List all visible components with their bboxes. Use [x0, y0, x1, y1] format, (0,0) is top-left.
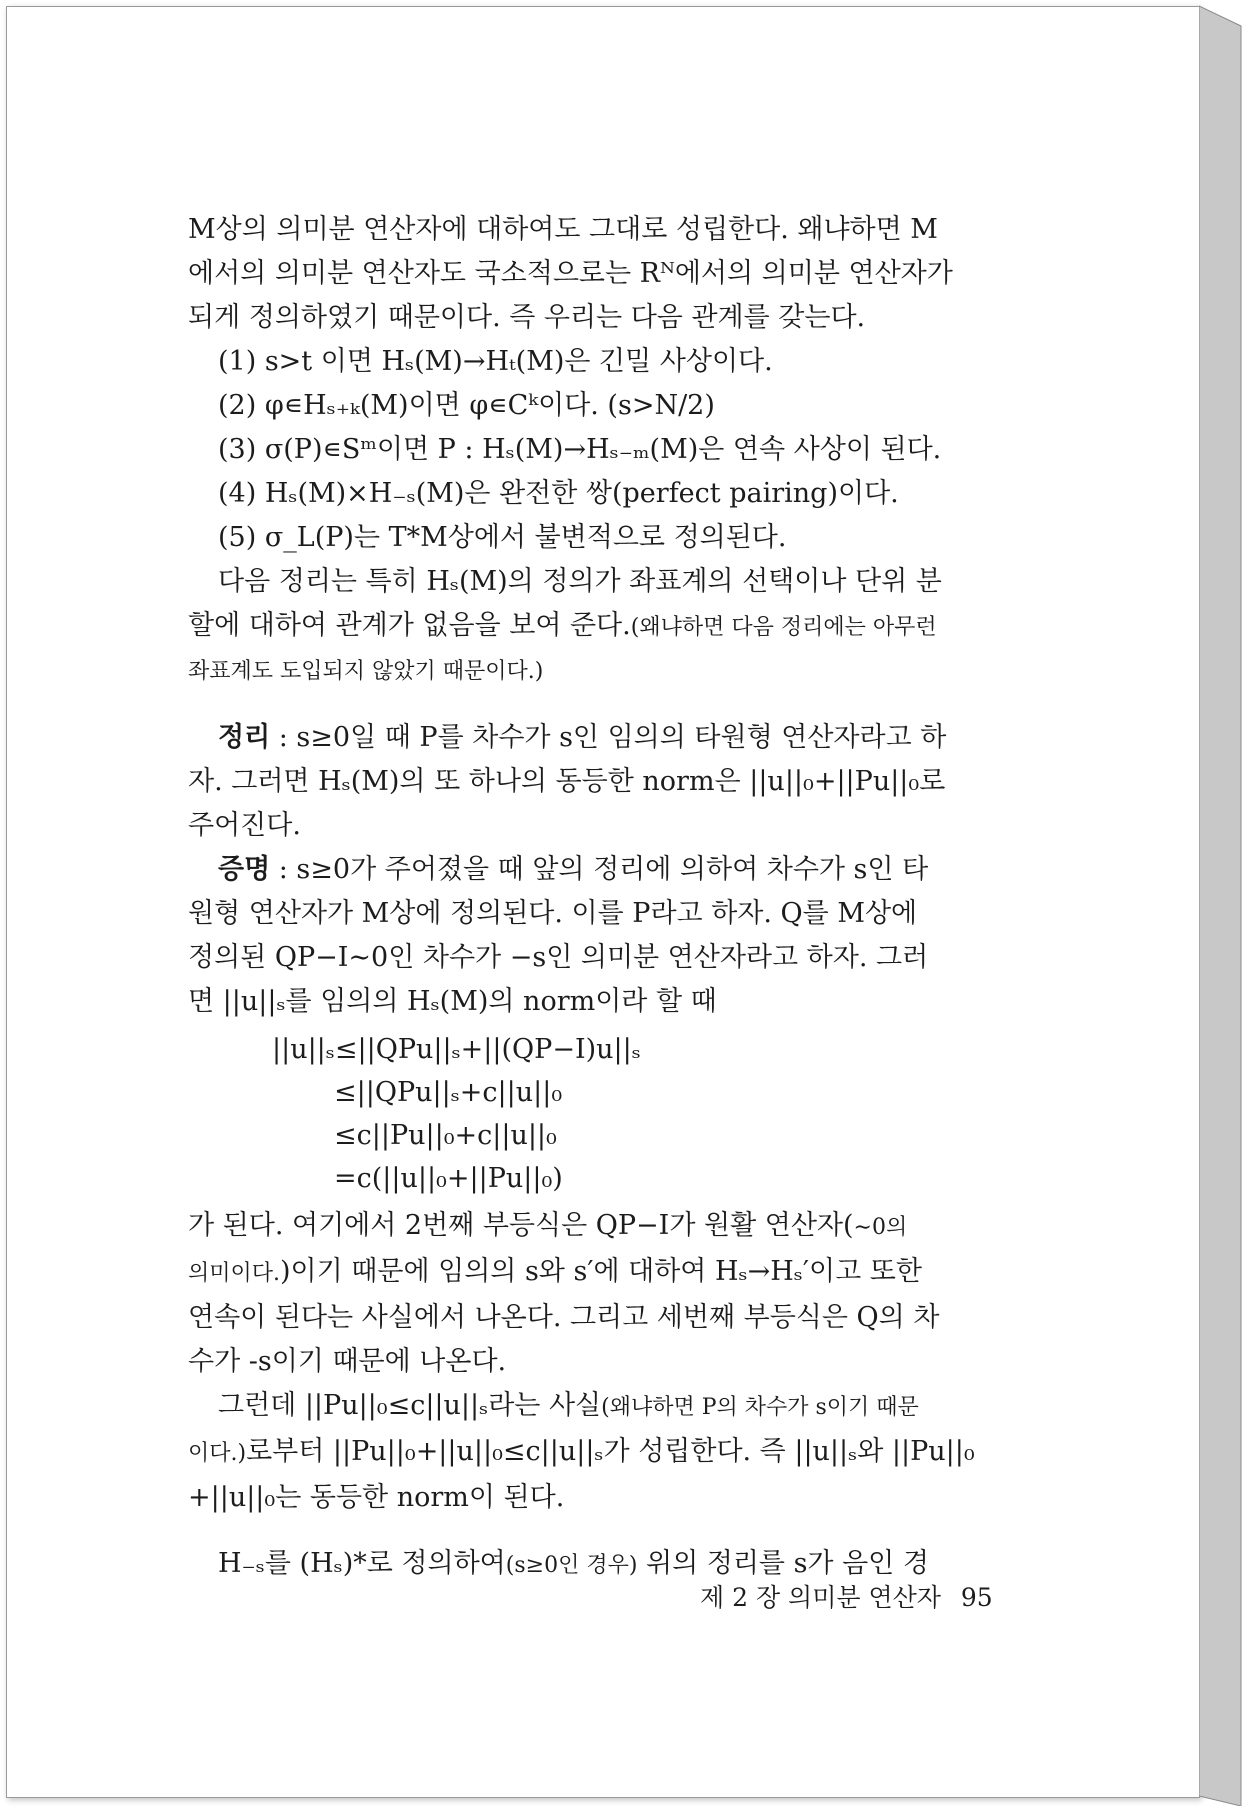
- formula-line: =c(||u||₀+||Pu||₀): [334, 1163, 563, 1194]
- theorem-line: 자. 그러면 Hₛ(M)의 또 하나의 동등한 norm은 ||u||₀+||Pu||₀로: [188, 766, 946, 797]
- proof-label: 증명: [218, 854, 271, 885]
- page-number: 95: [960, 1583, 993, 1612]
- theorem-label: 정리: [218, 722, 271, 753]
- paragraph-line: 연속이 된다는 사실에서 나온다. 그리고 세번째 부등식은 Q의 차: [188, 1302, 940, 1333]
- small-note: (왜냐하면 다음 정리에는 아무런: [630, 615, 937, 640]
- list-item: (2) φ∊Hₛ₊ₖ(M)이면 φ∊Cᵏ이다. (s>N/2): [218, 390, 715, 421]
- text-run: 가 된다. 여기에서 2번째 부등식은 QP−I가 원활 연산자(: [188, 1210, 854, 1241]
- formula-line: ||u||ₛ≤||QPu||ₛ+||(QP−I)u||ₛ: [272, 1034, 641, 1065]
- theorem-line: [188, 716, 1033, 760]
- chapter-title: 제 2 장 의미분 연산자: [700, 1583, 941, 1612]
- list-item: (4) Hₛ(M)×H₋ₛ(M)은 완전한 쌍(perfect pairing)이다.: [218, 478, 899, 509]
- paragraph-line: [188, 1204, 1033, 1250]
- proof-line: 정의된 QP−I∼0인 차수가 −s인 의미분 연산자라고 하자. 그러: [188, 942, 929, 973]
- page-edge-shadow: [1199, 0, 1258, 1806]
- proof-line: 원형 연산자가 M상에 정의된다. 이를 P라고 하자. Q를 M상에: [188, 898, 918, 929]
- text-run: H₋ₛ를 (Hₛ)*로 정의하여: [218, 1548, 506, 1579]
- paragraph-line: 다음 정리는 특히 Hₛ(M)의 정의가 좌표계의 선택이나 단위 분: [218, 566, 942, 597]
- text-run: )이기 때문에 임의의 s와 s′에 대하여 Hₛ→Hₛ′이고 또한: [280, 1256, 922, 1287]
- paragraph-line: [188, 1430, 1033, 1476]
- small-note: (s≥0인 경우): [505, 1553, 638, 1578]
- small-note-line: 좌표계도 도입되지 않았기 때문이다.): [188, 659, 544, 684]
- page-content: [188, 208, 1033, 1588]
- paragraph-line: [188, 1384, 1033, 1430]
- text-run: : s≥0일 때 P를 차수가 s인 임의의 타원형 연산자라고 하: [270, 722, 947, 753]
- paragraph-line: 되게 정의하였기 때문이다. 즉 우리는 다음 관계를 갖는다.: [188, 302, 866, 333]
- paragraph-line: M상의 의미분 연산자에 대하여도 그대로 성립한다. 왜냐하면 M: [188, 214, 938, 245]
- small-note: 이다.): [188, 1441, 247, 1466]
- page-footer: [700, 1578, 1060, 1614]
- inequality-chain: [272, 1028, 1033, 1200]
- paragraph-line: 에서의 의미분 연산자도 국소적으로는 Rᴺ에서의 의미분 연산자가: [188, 258, 953, 289]
- formula-line: ≤c||Pu||₀+c||u||₀: [334, 1120, 557, 1151]
- paragraph-line: [188, 604, 1033, 650]
- small-note: 의미이다.: [188, 1261, 281, 1286]
- formula-line: ≤||QPu||ₛ+c||u||₀: [334, 1077, 563, 1108]
- text-run: 할에 대하여 관계가 없음을 보여 준다.: [188, 610, 631, 641]
- list-item: (5) σ_L(P)는 T*M상에서 불변적으로 정의된다.: [218, 522, 787, 553]
- small-note: ∼0의: [853, 1215, 908, 1240]
- theorem-line: 주어진다.: [188, 810, 301, 841]
- proof-line: 면 ||u||ₛ를 임의의 Hₛ(M)의 norm이라 할 때: [188, 986, 717, 1017]
- text-run: 위의 정리를 s가 음인 경: [637, 1548, 929, 1579]
- list-item: (3) σ(P)∊Sᵐ이면 P : Hₛ(M)→Hₛ₋ₘ(M)은 연속 사상이 된다.: [218, 434, 942, 465]
- paragraph-line: 수가 -s이기 때문에 나온다.: [188, 1346, 507, 1377]
- text-run: : s≥0가 주어졌을 때 앞의 정리에 의하여 차수가 s인 타: [270, 854, 929, 885]
- paragraph-line: +||u||₀는 동등한 norm이 된다.: [188, 1482, 565, 1513]
- list-item: (1) s>t 이면 Hₛ(M)→Hₜ(M)은 긴밀 사상이다.: [218, 346, 773, 377]
- small-note: (왜냐하면 P의 차수가 s이기 때문: [601, 1395, 919, 1420]
- text-run: 그런데 ||Pu||₀≤c||u||ₛ라는 사실: [218, 1390, 602, 1421]
- text-run: 로부터 ||Pu||₀+||u||₀≤c||u||ₛ가 성립한다. 즉 ||u||ₛ와 ||Pu||₀: [246, 1436, 975, 1467]
- paragraph-line: [188, 1250, 1033, 1296]
- proof-line: [188, 848, 1033, 892]
